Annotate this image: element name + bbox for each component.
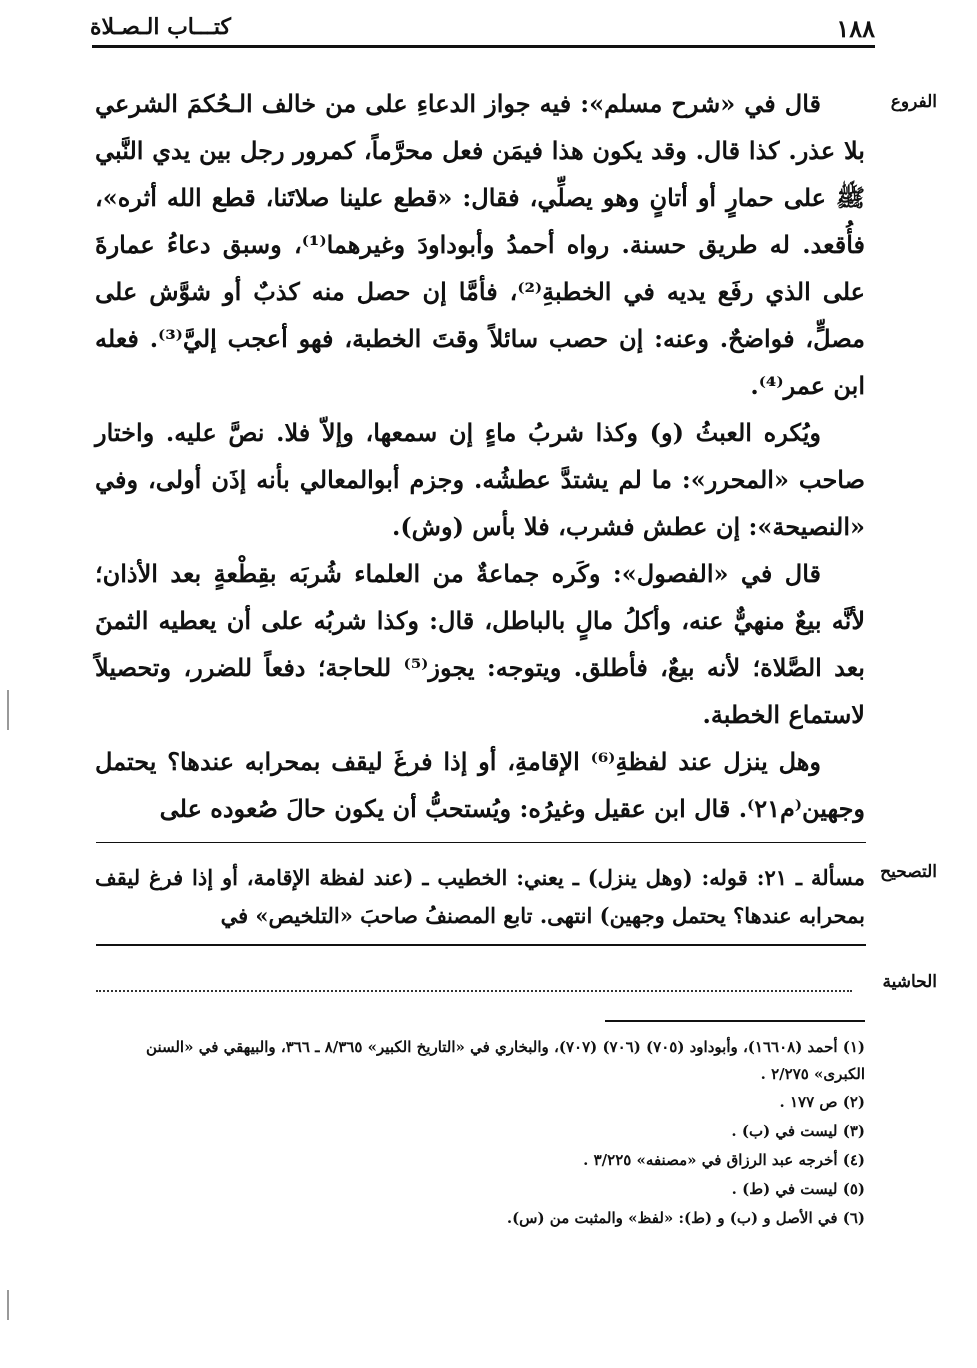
book-title: كتـــاب الـصـلاة [90, 14, 231, 40]
main-paragraph: قال في «الفصول»: وكَره جماعةٌ من العلماء شُربَه بقِطْعةٍ بعد الأذان؛ لأنَّه بيعٌ منهيٌّ عنه، وأكلُ مالٍ بالباطل، قال: وكذا شربُه على أن يعطيه الثمنَ بعد الصَّلاة؛ لأنه بيعٌ، فأطلق. ويتوجه: يجوز⁽⁵⁾ للحاجة؛ دفعاً للضرر، وتحصيلاً لاستماع الخطبة. [95, 559, 866, 729]
main-text-rule [96, 842, 866, 843]
footnote: (١) أحمد (١٦٦٠٨)، وأبوداود (٧٠٥) (٧٠٦) (٧٠٧)، والبخاري في «التاريخ الكبير» ٨/٣٦٥ ـ ٣٦٦، والبيهقي في «السنن الكبرى» ٢/٢٧٥ . [146, 1038, 865, 1083]
footnote: (٢) ص ١٧٧ . [779, 1093, 865, 1111]
page-number: ١٨٨ [836, 14, 875, 43]
tashih-rule [96, 944, 866, 946]
footnote: (٣) ليست في (ب) . [731, 1122, 865, 1140]
header-rule [92, 45, 875, 48]
scan-edge-mark [7, 1290, 9, 1320]
main-paragraph: قال في «شرح مسلم»: فيه جواز الدعاءِ على من خالف الـحُكمَ الشرعي بلا عذر. كذا قال. وقد يكون هذا فيمَن فعل محرَّماً، كمرور رجل بين يدي النَّبي ﷺ على حمارٍ أو أتانٍ وهو يصلِّي، فقال: «قطع علينا صلاتَنا، قطع الله أثره»، فأُقعد. له طريق حسنة. رواه أحمدُ وأبوداودَ وغيرهما⁽¹⁾، وسبق دعاءُ عمارةَ على الذي رفَع يديه في الخطبةِ⁽²⁾، فأمَّا إن حصل منه كذبٌ أو شوَّش على مصلٍّ، فواضحٌ. وعنه: إن حصب سائلاً وقتَ الخطبة، فهو أعجب إليَّ⁽³⁾. فعله ابن عمر⁽⁴⁾. [95, 89, 866, 400]
running-header [90, 14, 875, 42]
main-paragraph: وهل ينزل عند لفظةِ⁽⁶⁾ الإقامةِ، أو إذا فرغَ ليقف بمحرابه عندها؟ يحتمل وجهين⁽م٢١⁾. قال ابن عقيل وغيرُه: ويُستحبُّ أن يكون حالَ صُعوده على [95, 747, 865, 823]
main-text [95, 80, 865, 832]
hashiya-dotted-line [96, 990, 852, 992]
sidebar-label-furu: الفروع [890, 92, 937, 112]
footnote: (٥) ليست في (ط) . [731, 1180, 865, 1198]
tashih-text: مسألة ـ ٢١: قوله: (وهل ينزل) ـ يعني: الخطيب ـ (عند لفظة الإقامة، أو إذا فرغ ليقف بمحرابه عندها؟ يحتمل وجهين) انتهى. تابع المصنفُ صاحبَ «التلخيص» في [95, 865, 865, 928]
footnote-rule [605, 1020, 865, 1022]
footnote: (٦) في الأصل و (ب) و (ط): «لفظ» والمثبت من (س). [506, 1209, 865, 1227]
sidebar-label-tashih: التصحيح [880, 862, 937, 882]
footnotes [95, 1034, 865, 1233]
footnote: (٤) أخرجه عبد الرزاق في «مصنفه» ٣/٢٢٥ . [583, 1151, 865, 1169]
sidebar-label-hashiya: الحاشية [882, 972, 937, 992]
scan-edge-mark [7, 690, 9, 730]
main-paragraph: ويُكره العبثُ (و) وكذا شربُ ماءٍ إن سمعها، وإلاّ فلا. نصَّ عليه. واختار صاحب «المحرر»: ما لم يشتدَّ عطشُه. وجزم أبوالمعالي بأنه إذَن أولى، وفي «النصيحة»: إن عطش فشرب، فلا بأس (وش). [95, 418, 865, 541]
